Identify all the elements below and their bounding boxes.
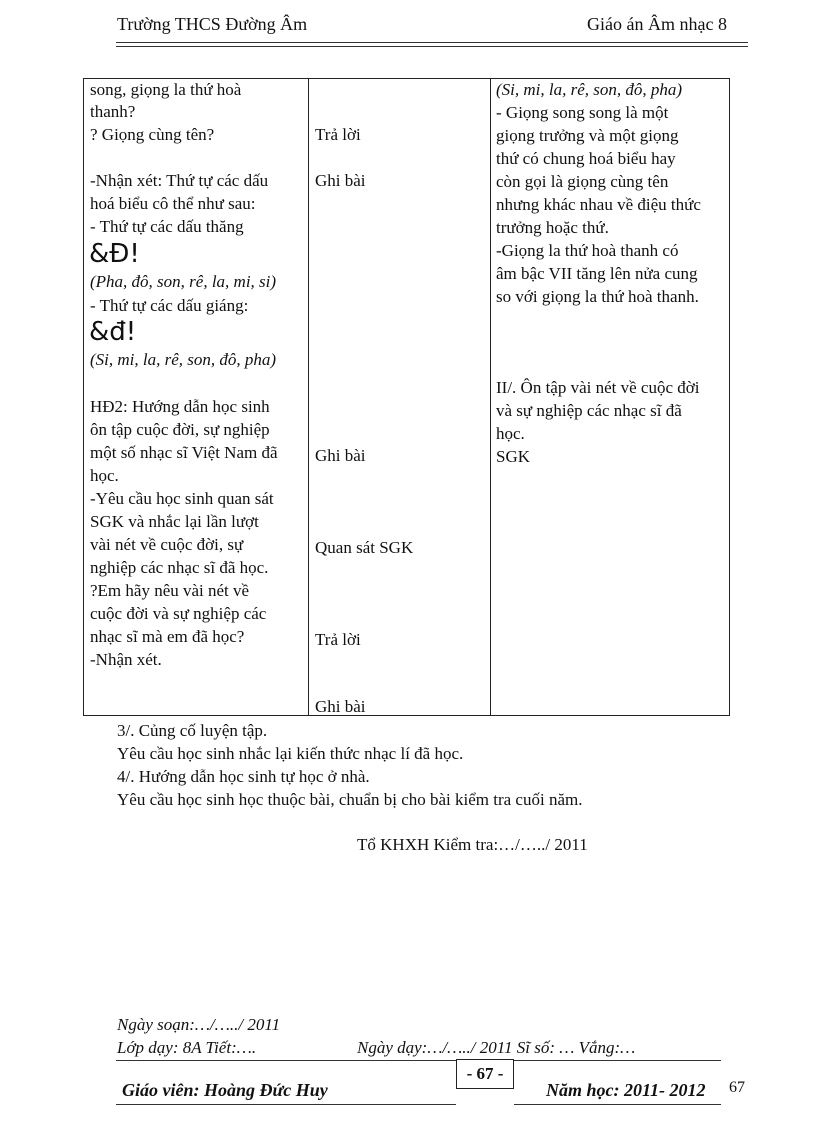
- text-line: trưởng hoặc thứ.: [496, 218, 609, 237]
- text-line: nhạc sĩ mà em đã học?: [90, 627, 245, 646]
- sharp-key-signature-symbol: &Đ!: [89, 239, 140, 269]
- text-line: thanh?: [90, 102, 136, 121]
- text-line: (Si, mi, la, rê, son, đô, pha): [90, 350, 277, 369]
- text-line: - Thứ tự các dấu thăng: [90, 217, 244, 236]
- text-line: thứ có chung hoá biểu hay: [496, 149, 676, 168]
- text-line: ôn tập cuộc đời, sự nghiệp: [90, 420, 270, 439]
- text-line: SGK: [496, 447, 531, 466]
- text-line: học.: [90, 466, 119, 485]
- footer-underline-right: [514, 1104, 721, 1105]
- class-period: Lớp dạy: 8A Tiết:….: [117, 1038, 257, 1057]
- page-number-box: - 67 -: [456, 1059, 514, 1089]
- column-divider-1: [308, 78, 309, 716]
- text-line: Ghi bài: [315, 697, 366, 716]
- teaching-date-attendance: Ngày dạy:…/…../ 2011 Sĩ số: … Vắng:…: [357, 1038, 636, 1057]
- text-line: II/. Ôn tập vài nét về cuộc đời: [496, 378, 700, 397]
- teacher-name: Giáo viên: Hoàng Đức Huy: [122, 1080, 328, 1100]
- flat-key-signature-symbol: &đ!: [89, 317, 137, 347]
- text-line: âm bậc VII tăng lên nửa cung: [496, 264, 698, 283]
- text-line: Quan sát SGK: [315, 538, 414, 557]
- text-line: ?Em hãy nêu vài nét về: [90, 581, 250, 600]
- text-line: -Giọng la thứ hoà thanh có: [496, 241, 679, 260]
- text-line: - Thứ tự các dấu giáng:: [90, 296, 249, 315]
- footer-rule-left: [116, 1060, 456, 1061]
- text-line: (Si, mi, la, rê, son, đô, pha): [496, 80, 683, 99]
- text-line: -Nhận xét.: [90, 650, 162, 669]
- text-line: còn gọi là giọng cùng tên: [496, 172, 669, 191]
- text-line: học.: [496, 424, 525, 443]
- header-school: Trường THCS Đường Âm: [117, 14, 308, 34]
- text-line: - Giọng song song là một: [496, 103, 669, 122]
- footer-underline-left: [116, 1104, 456, 1105]
- text-line: và sự nghiệp các nhạc sĩ đã: [496, 401, 682, 420]
- text-line: so với giọng la thứ hoà thanh.: [496, 287, 699, 306]
- inspection-line: Tổ KHXH Kiểm tra:…/…../ 2011: [357, 835, 588, 854]
- body-text: Yêu cầu học sinh học thuộc bài, chuẩn bị cho bài kiểm tra cuối năm.: [117, 790, 583, 809]
- text-line: (Pha, đô, son, rê, la, mi, si): [90, 272, 277, 291]
- text-line: giọng trưởng và một giọng: [496, 126, 679, 145]
- text-line: một số nhạc sĩ Việt Nam đã: [90, 443, 278, 462]
- column-divider-2: [490, 78, 491, 716]
- header-subject: Giáo án Âm nhạc 8: [587, 14, 727, 34]
- text-line: -Nhận xét: Thứ tự các dấu: [90, 171, 269, 190]
- text-line: Trả lời: [315, 630, 361, 649]
- text-line: Ghi bài: [315, 446, 366, 465]
- header-rule-top: [116, 42, 748, 43]
- footer-rule-right: [514, 1060, 721, 1061]
- text-line: Ghi bài: [315, 171, 366, 190]
- text-line: cuộc đời và sự nghiệp các: [90, 604, 267, 623]
- text-line: nghiệp các nhạc sĩ đã học.: [90, 558, 269, 577]
- header-rule-bottom: [116, 46, 748, 47]
- text-line: song, giọng la thứ hoà: [90, 80, 242, 99]
- school-year: Năm học: 2011- 2012: [546, 1080, 706, 1100]
- text-line: Trả lời: [315, 125, 361, 144]
- section-heading-homework: 4/. Hướng dẫn học sinh tự học ở nhà.: [117, 767, 370, 786]
- text-line: hoá biểu cô thể như sau:: [90, 194, 256, 213]
- text-line: -Yêu cầu học sinh quan sát: [90, 489, 274, 508]
- text-line: nhưng khác nhau về điệu thức: [496, 195, 701, 214]
- section-heading-review: 3/. Củng cố luyện tập.: [117, 721, 268, 740]
- text-line: vài nét về cuộc đời, sự: [90, 535, 244, 554]
- body-text: Yêu cầu học sinh nhắc lại kiến thức nhạc lí đã học.: [117, 744, 464, 763]
- page-number: 67: [729, 1079, 745, 1096]
- text-line: ? Giọng cùng tên?: [90, 125, 215, 144]
- preparation-date: Ngày soạn:…/…../ 2011: [117, 1015, 281, 1034]
- text-line: SGK và nhắc lại lần lượt: [90, 512, 259, 531]
- text-line: HĐ2: Hướng dẫn học sinh: [90, 397, 270, 416]
